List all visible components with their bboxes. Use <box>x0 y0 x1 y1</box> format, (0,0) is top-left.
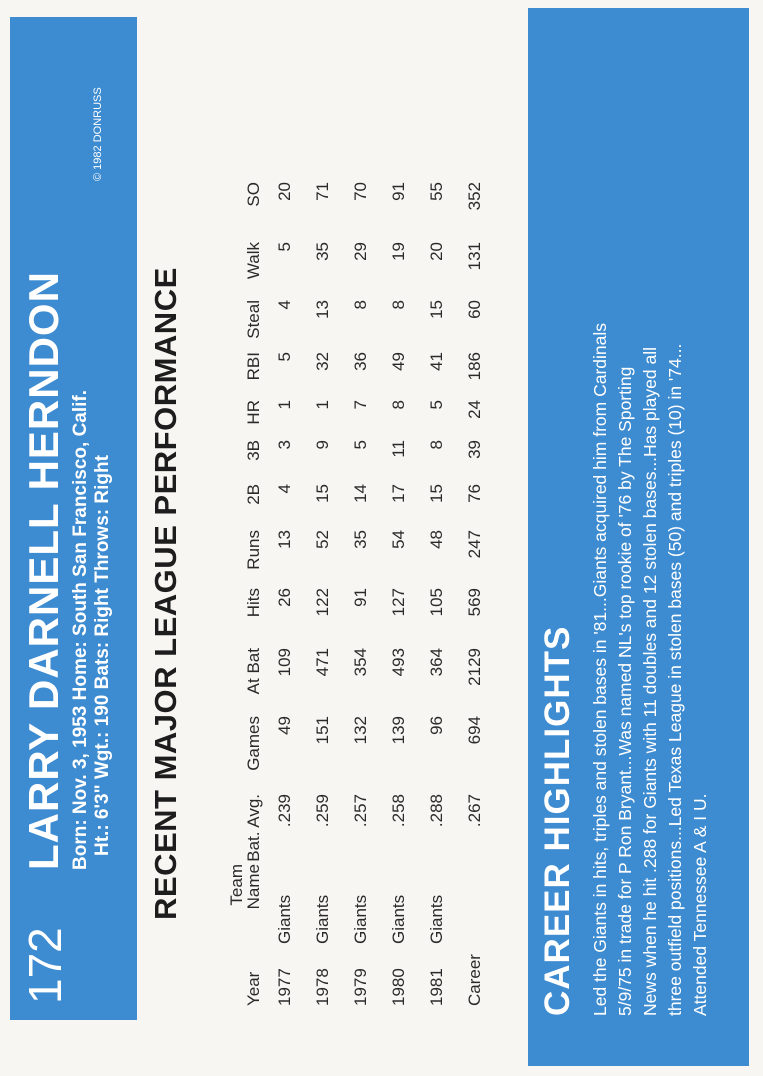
stats-cell: 36 <box>351 352 370 371</box>
highlights-title: CAREER HIGHLIGHTS <box>538 625 577 1016</box>
stats-cell: 35 <box>313 242 332 261</box>
stats-cell: 11 <box>389 440 408 458</box>
stats-cell: .258 <box>389 794 408 828</box>
stats-row <box>342 182 380 1006</box>
stats-cell: 13 <box>313 300 332 319</box>
stats-cell: Career <box>465 954 484 1006</box>
stats-cell: 13 <box>275 530 294 549</box>
stats-cell: 24 <box>465 400 484 419</box>
stats-body <box>266 182 494 1006</box>
header-hr: HR <box>244 400 263 425</box>
stats-cell: 60 <box>465 300 484 319</box>
stats-cell: 109 <box>275 648 294 677</box>
stats-cell: 1977 <box>275 968 294 1006</box>
stats-cell: 15 <box>427 300 446 319</box>
player-name: LARRY DARNELL HERNDON <box>20 271 67 870</box>
stats-cell: 1 <box>313 400 332 410</box>
stats-cell: 105 <box>427 588 446 617</box>
header-hits: Hits <box>244 588 263 618</box>
stats-cell: 8 <box>427 440 446 450</box>
stats-cell: 8 <box>389 300 408 310</box>
highlights-line: 5/9/75 in trade for P Ron Bryant...Was named NL's top rookie of '76 by The Sporting <box>615 366 635 1016</box>
stats-cell: 4 <box>275 300 294 310</box>
stats-row <box>418 182 456 1006</box>
stats-cell: 8 <box>389 400 408 410</box>
stats-cell: 139 <box>389 716 408 745</box>
stats-cell: 39 <box>465 440 484 459</box>
stats-cell: 569 <box>465 588 484 617</box>
stats-cell: 96 <box>427 716 446 735</box>
stats-cell: Giants <box>313 894 332 944</box>
stats-cell: 29 <box>351 242 370 261</box>
stats-cell: 91 <box>389 182 408 201</box>
stats-cell: 5 <box>351 440 370 450</box>
stats-cell: 122 <box>313 588 332 617</box>
highlights-line: three outfield positions...Led Texas League in stolen bases (50) and triples (10) in '74... <box>665 343 685 1016</box>
stats-cell: 7 <box>351 400 370 410</box>
stats-cell: 14 <box>351 484 370 503</box>
stats-cell: 1980 <box>389 968 408 1006</box>
stats-row <box>380 182 418 1006</box>
stats-cell: 151 <box>313 716 332 745</box>
stats-cell: 471 <box>313 648 332 677</box>
stats-cell: 132 <box>351 716 370 745</box>
stats-cell: 26 <box>275 588 294 607</box>
stats-cell: 15 <box>313 484 332 503</box>
stats-cell: 52 <box>313 530 332 549</box>
stats-cell: 127 <box>389 588 408 617</box>
stats-cell: 55 <box>427 182 446 201</box>
stats-cell: 8 <box>351 300 370 310</box>
stats-cell: 3 <box>275 440 294 450</box>
stats-cell: 5 <box>275 242 294 252</box>
stats-header-row <box>198 182 266 1006</box>
stats-cell: 352 <box>465 182 484 211</box>
header-games: Games <box>244 716 263 771</box>
stats-cell: .259 <box>313 794 332 828</box>
stats-cell: 694 <box>465 716 484 745</box>
header-walk: Walk <box>244 242 263 280</box>
stats-cell: 35 <box>351 530 370 549</box>
header-3b: 3B <box>244 440 263 461</box>
stats-cell: .267 <box>465 794 484 828</box>
header-avg: Bat. Avg. <box>244 794 263 862</box>
header-steal: Steal <box>244 300 263 339</box>
stats-cell: 1981 <box>427 968 446 1006</box>
stats-cell: 54 <box>389 530 408 549</box>
stats-cell: .239 <box>275 794 294 828</box>
stats-cell: 2129 <box>465 648 484 686</box>
stats-cell: 17 <box>389 484 408 503</box>
stats-cell: 19 <box>389 242 408 261</box>
stats-cell: 41 <box>427 352 446 371</box>
stats-row <box>304 182 342 1006</box>
stats-cell: 4 <box>275 484 294 494</box>
stats-cell: 1979 <box>351 968 370 1006</box>
header-2b: 2B <box>244 484 263 505</box>
card-number: 172 <box>19 927 71 1004</box>
stats-cell: 493 <box>389 648 408 677</box>
highlights-text <box>588 36 713 1016</box>
stats-cell: 247 <box>465 530 484 559</box>
player-bio <box>70 390 114 870</box>
stats-cell: Giants <box>351 894 370 944</box>
stats-row <box>266 182 304 1006</box>
header-so: SO <box>244 182 263 207</box>
highlights-line: Attended Tennessee A & I U. <box>690 793 710 1016</box>
section-title: RECENT MAJOR LEAGUE PERFORMANCE <box>148 267 183 920</box>
stats-cell: 186 <box>465 352 484 381</box>
stats-cell: 5 <box>275 352 294 362</box>
header-team: Team Name <box>227 864 263 910</box>
stats-table <box>198 182 494 1006</box>
stats-cell: 15 <box>427 484 446 503</box>
bio-line-2: Ht.: 6'3" Wgt.: 190 Bats: Right Throws: Right <box>92 455 113 856</box>
stats-cell: 131 <box>465 242 484 271</box>
stats-cell: 1978 <box>313 968 332 1006</box>
stats-cell: 48 <box>427 530 446 549</box>
highlights-line: Led the Giants in hits, triples and stolen bases in '81...Giants acquired him from Cardinals <box>590 322 610 1016</box>
stats-cell: .288 <box>427 794 446 828</box>
stats-row <box>456 182 494 1006</box>
stats-cell: Giants <box>275 894 294 944</box>
copyright: © 1982 DONRUSS <box>92 87 104 181</box>
stats-cell: 9 <box>313 440 332 450</box>
stats-cell: 76 <box>465 484 484 503</box>
header-runs: Runs <box>244 530 263 570</box>
stats-cell: Giants <box>389 894 408 944</box>
stats-cell: 364 <box>427 648 446 677</box>
stats-cell: 32 <box>313 352 332 371</box>
stats-cell: 49 <box>389 352 408 371</box>
stats-cell: .257 <box>351 794 370 828</box>
bio-line-1: Born: Nov. 3, 1953 Home: South San Francisco, Calif. <box>70 389 91 870</box>
header-rbi: RBI <box>244 352 263 381</box>
header-year: Year <box>244 971 263 1006</box>
stats-cell: 70 <box>351 182 370 201</box>
stats-cell: 5 <box>427 400 446 410</box>
stats-cell: 49 <box>275 716 294 735</box>
stats-cell: 20 <box>275 182 294 201</box>
stats-cell: 91 <box>351 588 370 607</box>
highlights-line: News when he hit .288 for Giants with 11 doubles and 12 stolen bases...Has played all <box>640 347 660 1016</box>
stats-cell: 20 <box>427 242 446 261</box>
stats-cell <box>456 864 494 944</box>
stats-cell: 1 <box>275 400 294 410</box>
stats-cell: 354 <box>351 648 370 677</box>
header-atbat: At Bat <box>244 648 263 695</box>
stats-cell: Giants <box>427 894 446 944</box>
stats-cell: 71 <box>313 182 332 201</box>
